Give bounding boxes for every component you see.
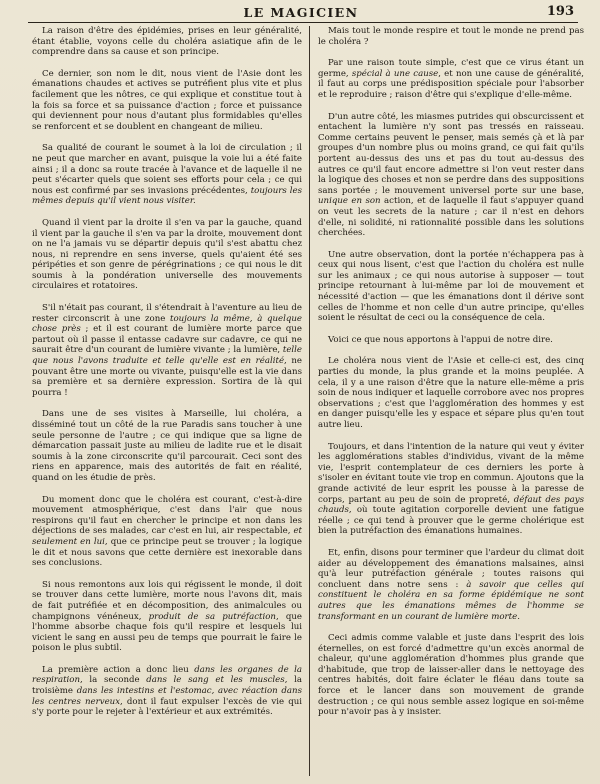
- paragraph: Par une raison toute simple, c'est que ce virus étant un germe, spécial à une cause, et non une cause de généralité, il faut au corps une prédisposition spéciale pour l'absorber et le reproduire ; raison d'être qui s'explique d'elle-même.: [318, 58, 584, 100]
- paragraph: Quand il vient par la droite il s'en va par la gauche, quand il vient par la gauche il s'en va par la droite, mouvement dont on ne l'a jamais vu se départir depuis qu'il s'est abattu chez nous, ni reprendre en sens inverse, quels qu'aient été ses péripéties et son genre de pérégrinations ; ce qui nous le dit soumis à la pondération universelle des mouvements circulaires et rotatoires.: [32, 217, 302, 292]
- paragraph: Dans une de ses visites à Marseille, lui choléra, a disséminé tout un côté de la rue Paradis sans toucher à une seule personne de l'autre ; ce qui indique que sa ligne de démarcation passait juste au milieu de ladite rue et le disait soumis à la zone circonscrite qu'il parcourait. Ceci sont des riens en apparence, mais des autorités de fait en réalité, quand on les étudie de près.: [32, 409, 302, 483]
- italic-emphasis: dans les intestins et l'estomac, avec réaction dans les centres nerveux: [32, 686, 302, 707]
- paragraph: Si nous remontons aux lois qui régissent le monde, il doit se trouver dans cette lumière, morte nous l'avons dit, mais de fait putréfiée et en décomposition, des animalcules ou champignons vénéneux, produit de sa putréfaction, que l'homme absorbe chaque fois qu'il respire et lesquels lui vicient le sang en aussi peu de temps que pourrait le faire le poison le plus subtil.: [32, 579, 302, 654]
- page-header: [24, 2, 578, 22]
- running-title: LE MAGICIEN: [243, 5, 359, 20]
- header-rule: [28, 22, 578, 23]
- paragraph: D'un autre côté, les miasmes putrides qui obscurcissent et entachent la lumière n'y sont pas tressés en raisseau. Comme certains peuvent le penser, mais semés çà et là par groupes d'un nombre plus ou moins grand, ce qui fait qu'ils portent au-dessus des uns et pas du tout au-dessus des autres ce qu'il faut encore admettre si l'on veut rester dans la logique des choses et non se perdre dans des suppositions sans portée ; le mouvement universel porte sur une base, unique en son action, et de laquelle il faut s'appuyer quand on veut les secrets de la nature ; car il n'est en dehors d'elle, ni solidité, ni rationnalité possible dans les solutions cherchées.: [318, 111, 584, 239]
- left-column: [32, 26, 302, 778]
- italic-emphasis: telle que nous l'avons traduite et telle qu'elle est en réalité: [32, 345, 302, 367]
- paragraph: La raison d'être des épidémies, prises en leur généralité, étant établie, voyons celle du choléra asiatique afin de le comprendre dans sa cause et son principe.: [32, 26, 302, 58]
- paragraph: Voici ce que nous apportons à l'appui de notre dire.: [328, 334, 553, 345]
- paragraph: Ce dernier, son nom le dit, nous vient de l'Asie dont les émanations chaudes et actives se putréfient plus vite et plus facilement que les nôtres, ce qui explique et constitue tout à la fois sa force et sa puissance d'action ; force et puissance qui deviennent pour nous d'autant plus formidables qu'elles se renforcent et se doublent en changeant de milieu.: [32, 68, 302, 132]
- italic-emphasis: unique en son: [318, 196, 381, 207]
- paragraph: Mais tout le monde respire et tout le monde ne prend pas le choléra ?: [318, 26, 584, 47]
- italic-emphasis: toujours les mêmes depuis qu'il vient nous visiter.: [32, 185, 302, 207]
- italic-emphasis: dans le sang et les muscles: [146, 675, 285, 686]
- right-column: [318, 26, 584, 778]
- italic-emphasis: produit de sa putréfaction: [148, 611, 276, 622]
- italic-emphasis: et seulement en lui: [32, 526, 302, 547]
- column-divider: [309, 26, 310, 776]
- paragraph: S'il n'était pas courant, il s'étendrait à l'aventure au lieu de rester circonscrit à une zone toujours la même, à quelque chose près ; et il est courant de lumière morte parce que partout où il passe il entasse cadavre sur cadavre, ce qui ne saurait être d'un courant de lumière vivante ; la lumière, telle que nous l'avons traduite et telle qu'elle est en réalité, ne pouvant être une morte ou vivante, puisqu'elle est la vie dans sa première et sa dernière expression. Sortira de là qui pourra !: [32, 303, 302, 398]
- italic-emphasis: dans les organes de la respiration: [32, 664, 302, 686]
- italic-emphasis: spécial à une cause: [351, 68, 439, 79]
- page-number: 193: [546, 4, 574, 19]
- italic-emphasis: à savoir que celles qui constituent le choléra en sa forme épidémique ne sont autres que les émanations mêmes de l'homme se transformant en un courant de lumière morte.: [318, 579, 584, 622]
- italic-emphasis: toujours la même, à quelque chose près: [32, 313, 302, 335]
- paragraph: Ceci admis comme valable et juste dans l'esprit des lois éternelles, on est forcé d'admettre qu'un excès anormal de chaleur, qu'une agglomération d'hommes plus grande que d'habitude, que trop de laisser-aller dans le nettoyage des centres habités, doit faire éclater le fléau dans toute sa force et le lancer dans son mouvement de grande destruction ; ce qui nous semble assez logique en soi-même pour n'avoir pas à y insister.: [318, 633, 584, 718]
- paragraph: Une autre observation, dont la portée n'échappera pas à ceux qui nous lisent, c'est que l'action du choléra est nulle sur les animaux ; ce qui nous autorise à supposer — tout principe retournant à lui-même par loi de mouvement et nécessité d'action — que les émanations dont il dérive sont celles de l'homme et non celle d'un autre principe, qu'elles soient le résultat de ceci ou la conséquence de cela.: [318, 249, 584, 324]
- paragraph: Du moment donc que le choléra est courant, c'est-à-dire mouvement atmosphérique, c'est dans l'air que nous respirons qu'il faut en chercher le principe et non dans les déjections de ses malades, car c'est en lui, air respectable, et seulement en lui, que ce principe peut se trouver ; la logique le dit et nous savons que cette dernière est inexorable dans ses conclusions.: [32, 494, 302, 569]
- italic-emphasis: défaut des pays chauds: [318, 494, 584, 516]
- paragraph: La première action a donc lieu dans les organes de la respiration, la seconde dans le sang et les muscles, la troisième dans les intestins et l'estomac, avec réaction dans les centres nerveux, dont il faut expulser l'excès de vie qui s'y porte pour le rejeter à l'extérieur et aux extrémités.: [32, 664, 302, 718]
- paragraph: Toujours, et dans l'intention de la nature qui veut y éviter les agglomérations stables d'individus, vivant de la même vie, l'esprit contemplateur de ces derniers les porte à s'isoler en évitant toute vie trop en commun. Ajoutons que la grande activité de leur esprit les pousse à la paresse de corps, partant au peu de soin de propreté, défaut des pays chauds, où toute agitation corporelle devient une fatigue réelle ; ce qui tend à prouver que le germe cholérique est bien la putréfaction des émanations humaines.: [318, 441, 584, 537]
- paragraph: Et, enfin, disons pour terminer que l'ardeur du climat doit aider au développement des émanations malsaines, ainsi qu'à leur putréfaction générale ; toutes raisons qui concluent dans notre sens : à savoir que celles qui constituent le choléra en sa forme épidémique ne sont autres que les émanations mêmes de l'homme se transformant en un courant de lumière morte.: [318, 547, 584, 622]
- paragraph: Sa qualité de courant le soumet à la loi de circulation ; il ne peut que marcher en avant, puisque la voie lui a été faite ainsi ; il a donc sa route tracée à l'avance et de laquelle il ne peut s'écarter quels que soient ses efforts pour cela ; ce qui nous est confirmé par ses invasions précédentes, toujours les mêmes depuis qu'il vient nous visiter.: [32, 143, 302, 207]
- paragraph: Le choléra nous vient de l'Asie et celle-ci est, des cinq parties du monde, la plus grande et la moins peuplée. A cela, il y a une raison d'être que la nature elle-même a pris soin de nous indiquer et laquelle corrobore avec nos propres observations ; c'est que l'agglomération des hommes y est en danger puisqu'elle les y espace et sépare plus qu'en tout autre lieu.: [318, 356, 584, 430]
